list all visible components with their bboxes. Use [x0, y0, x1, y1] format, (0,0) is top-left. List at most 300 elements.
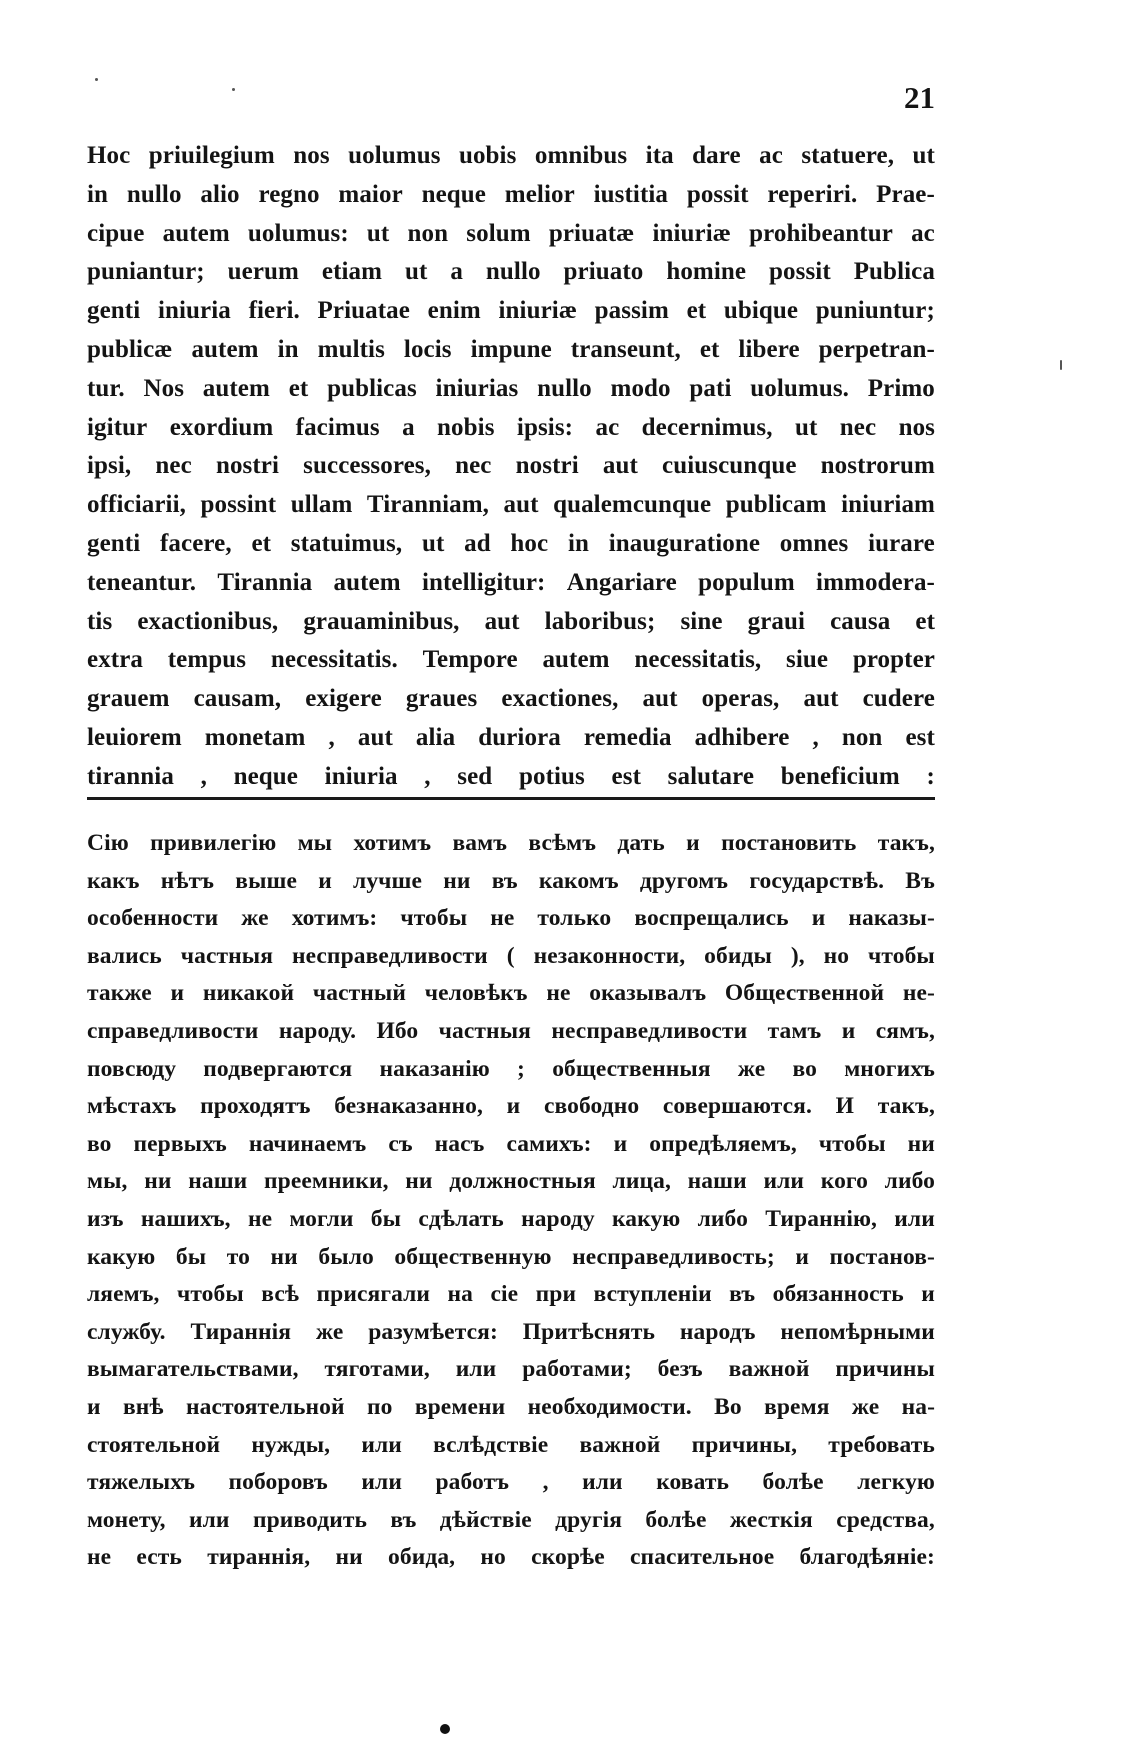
word: непомѣрными	[780, 1318, 935, 1345]
latin-line	[87, 292, 935, 331]
word: exigere	[305, 685, 382, 713]
word: causa	[830, 607, 891, 635]
word: cuiuscunque	[662, 452, 797, 480]
word: и	[170, 980, 185, 1007]
word: нашихъ,	[140, 1205, 231, 1232]
scan-speck	[95, 78, 98, 81]
word: проходятъ	[200, 1093, 311, 1120]
word: же	[315, 1318, 344, 1345]
latin-line	[87, 680, 935, 719]
word: nec	[155, 452, 192, 480]
word: никакой	[202, 980, 295, 1007]
word: non	[407, 219, 449, 247]
word: immodera-	[816, 568, 935, 596]
russian-line	[87, 825, 935, 863]
word: Ибо	[376, 1017, 419, 1044]
latin-line	[87, 719, 935, 758]
word: nullo	[537, 374, 592, 402]
word: и	[318, 867, 332, 894]
word: безъ	[657, 1356, 703, 1383]
word: вались	[87, 942, 162, 969]
word: ни	[335, 1544, 363, 1571]
word: чтобы	[176, 1281, 244, 1308]
word: iustitia	[593, 180, 669, 208]
word: nostri	[515, 452, 579, 480]
word: ut	[421, 529, 445, 557]
word: aut	[357, 723, 393, 751]
word: qualemcunque	[553, 491, 712, 519]
word: Притѣснять	[522, 1318, 655, 1345]
word: facimus	[295, 413, 380, 441]
word: насъ	[434, 1130, 485, 1157]
word: ut	[366, 219, 390, 247]
word: maior	[338, 180, 403, 208]
word: passim	[594, 297, 669, 325]
word: народу	[521, 1205, 595, 1232]
word: Тираннія	[190, 1318, 292, 1345]
russian-line	[87, 1502, 935, 1540]
word: populum	[698, 568, 795, 596]
russian-line	[87, 1013, 935, 1051]
word: незаконности,	[533, 942, 686, 969]
word: exactiones,	[501, 685, 619, 713]
word: съ	[388, 1130, 413, 1157]
word: ни	[443, 867, 471, 894]
word: uerum	[227, 258, 299, 286]
page-number: 21	[904, 80, 935, 115]
word: справедливости	[87, 1017, 259, 1044]
word: бы	[175, 1243, 207, 1270]
word: Тираннію,	[765, 1205, 878, 1232]
word: чтобы	[818, 1130, 886, 1157]
word: sed	[457, 762, 493, 790]
word: общественную	[394, 1243, 552, 1270]
word: постановить	[721, 830, 857, 856]
russian-line	[87, 1464, 935, 1502]
word: легкую	[857, 1469, 935, 1496]
word: sine	[680, 607, 723, 635]
scan-speck	[232, 88, 235, 91]
word: на-	[901, 1393, 935, 1420]
word: iniuriæ	[652, 219, 731, 247]
word: жесткія	[729, 1506, 813, 1533]
word: какомъ	[538, 867, 619, 894]
russian-line	[87, 1276, 935, 1314]
word: мы	[297, 830, 333, 856]
word: graui	[747, 607, 806, 635]
word: кого	[820, 1168, 868, 1195]
word: etiam	[321, 258, 383, 286]
word: или	[763, 1168, 805, 1195]
word: сямъ,	[875, 1017, 935, 1044]
footer-bullet	[440, 1724, 450, 1734]
word: ipsi,	[87, 452, 132, 480]
word: alia	[415, 723, 456, 751]
word: преемники,	[264, 1168, 389, 1195]
word: народу.	[278, 1017, 357, 1044]
word: aut	[602, 452, 638, 480]
word: nec	[839, 413, 877, 441]
word: мѣстахъ	[87, 1093, 177, 1120]
word: autem	[191, 335, 259, 363]
word: могли	[289, 1205, 354, 1232]
word: grauaminibus,	[303, 607, 460, 635]
word: et	[915, 607, 935, 635]
word: чтобы	[400, 905, 468, 932]
russian-line	[87, 975, 935, 1013]
latin-line	[87, 176, 935, 215]
word: solum	[466, 219, 531, 247]
word: нѣтъ	[160, 867, 215, 894]
word: duriora	[478, 723, 561, 751]
word: первыхъ	[133, 1130, 227, 1157]
russian-line	[87, 1351, 935, 1389]
word: publicas	[327, 374, 417, 402]
word: работъ	[435, 1469, 510, 1496]
word: alio	[200, 180, 240, 208]
word: (	[506, 942, 515, 969]
word: est	[905, 723, 935, 751]
word: въ	[390, 1506, 417, 1533]
word: Prae-	[876, 180, 935, 208]
word: enim	[427, 297, 481, 325]
word: болѣе	[645, 1506, 707, 1533]
word: et	[686, 297, 707, 325]
word: nostri	[215, 452, 280, 480]
word: присягали	[316, 1281, 431, 1308]
word: tempus	[167, 646, 247, 674]
word: in	[87, 180, 109, 208]
word: autem	[542, 646, 610, 674]
word: бы	[370, 1205, 402, 1232]
latin-line	[87, 370, 935, 409]
russian-text-block	[87, 825, 935, 1577]
word: adhibere	[694, 723, 790, 751]
word: мы,	[87, 1168, 128, 1195]
word: дать	[617, 830, 665, 856]
word: же	[737, 1055, 766, 1082]
word: внѣ	[122, 1393, 164, 1420]
word: ut	[794, 413, 818, 441]
word: такъ,	[877, 1093, 935, 1120]
word: propter	[852, 646, 935, 674]
word: ac	[911, 219, 935, 247]
word: наказы-	[848, 905, 935, 932]
latin-line	[87, 603, 935, 642]
word: necessitatis.	[270, 646, 398, 674]
word: либо	[884, 1168, 935, 1195]
word: perpetran-	[818, 335, 935, 363]
word: beneficium	[780, 762, 900, 790]
word: aut	[503, 491, 539, 519]
latin-line	[87, 758, 935, 797]
word: лица,	[612, 1168, 671, 1195]
word: но	[823, 942, 850, 969]
word: dare	[692, 142, 741, 169]
word: то	[226, 1243, 250, 1270]
word: начинаемъ	[248, 1130, 367, 1157]
word: hoc	[510, 529, 549, 557]
word: leuiorem	[87, 723, 182, 751]
word: только	[537, 905, 612, 932]
word: Publica	[853, 258, 935, 286]
word: совершаются.	[662, 1093, 812, 1120]
word: Priuatae	[317, 297, 410, 325]
word: extra	[87, 646, 144, 674]
word: iurare	[868, 529, 935, 557]
word: ac	[595, 413, 620, 441]
latin-line	[87, 215, 935, 254]
word: по	[367, 1393, 393, 1420]
word: было	[318, 1243, 374, 1270]
russian-line	[87, 1163, 935, 1201]
word: puniantur;	[87, 258, 205, 286]
word: operas,	[701, 685, 780, 713]
word: uolumus	[348, 142, 441, 169]
word: необходимости.	[527, 1393, 692, 1420]
word: какъ	[87, 867, 140, 894]
word: выше	[235, 867, 297, 894]
word: modo	[610, 374, 671, 402]
word: вслѣдствіе	[433, 1431, 549, 1458]
word: не	[490, 905, 515, 932]
word: есть	[136, 1544, 182, 1571]
word: nullo	[126, 180, 182, 208]
word: или	[361, 1431, 402, 1458]
word: autem	[333, 568, 401, 596]
word: remedia	[583, 723, 672, 751]
word: также	[87, 980, 152, 1007]
word: частный	[312, 980, 406, 1007]
word: teneantur.	[87, 568, 197, 596]
word: ковать	[656, 1469, 730, 1496]
word: не-	[902, 980, 935, 1007]
word: какую	[612, 1205, 681, 1232]
word: libere	[738, 335, 800, 363]
word: exordium	[169, 413, 274, 441]
word: безнаказанно,	[334, 1093, 483, 1120]
latin-line	[87, 525, 935, 564]
word: и	[87, 1393, 101, 1420]
word: не	[546, 980, 571, 1007]
word: neque	[421, 180, 486, 208]
word: и	[841, 1017, 856, 1044]
word: aut	[642, 685, 678, 713]
word: iniuria	[157, 297, 231, 325]
word: несправедливости	[291, 942, 488, 969]
word: какую	[87, 1243, 156, 1270]
word: et	[699, 335, 720, 363]
word: et	[288, 374, 309, 402]
russian-line	[87, 1201, 935, 1239]
word: человѣкъ	[424, 980, 528, 1007]
word: nostrorum	[820, 452, 935, 480]
word: ляемъ,	[87, 1281, 160, 1308]
word: :	[926, 762, 935, 790]
word: priuatæ	[548, 219, 635, 247]
latin-line	[87, 409, 935, 448]
russian-line	[87, 1051, 935, 1089]
word: подвергаются	[203, 1055, 353, 1082]
word: nobis	[437, 413, 495, 441]
word: ullam	[290, 491, 353, 519]
word: ,	[424, 762, 431, 790]
word: ,	[200, 762, 207, 790]
latin-line	[87, 137, 935, 176]
word: опредѣляемъ,	[649, 1130, 797, 1157]
word: всѣ	[261, 1281, 300, 1308]
word: несправедливость;	[572, 1243, 775, 1270]
word: всѣмъ	[528, 830, 597, 856]
word: или	[455, 1356, 497, 1383]
word: Во	[714, 1393, 742, 1420]
word: вамъ	[452, 830, 508, 856]
word: времени	[414, 1393, 506, 1420]
word: монету,	[87, 1506, 166, 1533]
russian-line	[87, 1126, 935, 1164]
word: и	[795, 1243, 809, 1270]
word: priuato	[563, 258, 644, 286]
latin-line	[87, 447, 935, 486]
word: частныя	[180, 942, 274, 969]
russian-line	[87, 1389, 935, 1427]
word: puniuntur;	[815, 297, 935, 325]
word: iniuriam	[841, 491, 935, 519]
word: multis	[317, 335, 385, 363]
word: стоятельной	[87, 1431, 221, 1458]
word: и	[811, 905, 826, 932]
word: либо	[697, 1205, 748, 1232]
word: ita	[645, 142, 674, 169]
word: и	[506, 1093, 521, 1120]
word: statuere,	[801, 142, 895, 169]
word: И	[835, 1093, 855, 1120]
word: дѣйствіе	[439, 1506, 532, 1533]
word: при	[535, 1281, 577, 1308]
word: не	[247, 1205, 273, 1232]
word: скорѣе	[531, 1544, 605, 1571]
word: не	[87, 1544, 112, 1571]
word: ut	[912, 142, 935, 169]
word: но	[480, 1544, 506, 1571]
word: graues	[405, 685, 478, 713]
word: officiarii,	[87, 491, 186, 519]
word: homine	[666, 258, 747, 286]
word: и	[613, 1130, 628, 1157]
word: potius	[518, 762, 585, 790]
word: ,	[328, 723, 335, 751]
word: самихъ:	[506, 1130, 592, 1157]
word: обязанность	[772, 1281, 904, 1308]
word: тираннія,	[207, 1544, 311, 1571]
russian-line	[87, 900, 935, 938]
word: et	[251, 529, 272, 557]
word: ;	[517, 1055, 525, 1082]
word: neque	[233, 762, 298, 790]
word: necessitatis,	[634, 646, 762, 674]
word: общественныя	[552, 1055, 711, 1082]
russian-line	[87, 863, 935, 901]
word: средства,	[836, 1506, 935, 1533]
word: ),	[790, 942, 805, 969]
word: ubique	[723, 297, 799, 325]
word: или	[582, 1469, 623, 1496]
word: tis	[87, 607, 113, 635]
word: время	[764, 1393, 830, 1420]
word: же	[241, 905, 269, 932]
word: ad	[464, 529, 491, 557]
word: хотимъ	[353, 830, 432, 856]
word: omnes	[779, 529, 849, 557]
word: же	[851, 1393, 880, 1420]
word: другія	[555, 1506, 623, 1533]
word: приводить	[252, 1506, 368, 1533]
word: est	[611, 762, 641, 790]
russian-line	[87, 1539, 935, 1577]
word: transeunt,	[570, 335, 681, 363]
word: ,	[542, 1469, 549, 1496]
word: inauguratione	[608, 529, 761, 557]
word: привилегію	[150, 830, 277, 856]
word: genti	[87, 529, 141, 557]
word: a	[402, 413, 415, 441]
word: intelligitur:	[421, 568, 546, 596]
word: обида,	[388, 1544, 456, 1571]
word: iniuriæ	[498, 297, 577, 325]
word: въ	[729, 1281, 756, 1308]
word: nullo	[485, 258, 541, 286]
word: ни	[144, 1168, 172, 1195]
word: exactionibus,	[137, 607, 279, 635]
word: спасительное	[630, 1544, 775, 1571]
word: настоятельной	[185, 1393, 345, 1420]
word: siue	[786, 646, 829, 674]
word: работами;	[522, 1356, 632, 1383]
word: государствѣ.	[749, 867, 885, 894]
word: melior	[504, 180, 575, 208]
word: нужды,	[251, 1431, 331, 1458]
word: Tempore	[422, 646, 518, 674]
latin-line	[87, 564, 935, 603]
word: благодѣяніе:	[799, 1544, 935, 1571]
word: народъ	[679, 1318, 756, 1345]
word: Tirannia	[217, 568, 313, 596]
word: ни	[405, 1168, 433, 1195]
word: nos	[898, 413, 935, 441]
word: tirannia	[87, 762, 174, 790]
word: non	[841, 723, 883, 751]
latin-line	[87, 486, 935, 525]
word: laboribus;	[544, 607, 656, 635]
word: iniuria	[324, 762, 398, 790]
word: possit	[769, 258, 831, 286]
word: in	[567, 529, 590, 557]
word: nos	[293, 142, 330, 169]
word: изъ	[87, 1205, 124, 1232]
word: causam,	[193, 685, 282, 713]
word: особенности	[87, 905, 219, 932]
latin-line	[87, 253, 935, 292]
word: autem	[162, 219, 230, 247]
word: uolumus.	[750, 374, 850, 402]
word: Сію	[87, 830, 129, 856]
word: Nos	[143, 374, 185, 402]
word: aut	[803, 685, 839, 713]
word: omnibus	[534, 142, 628, 169]
word: ipsis:	[516, 413, 574, 441]
word: или	[189, 1506, 230, 1533]
russian-line	[87, 938, 935, 976]
